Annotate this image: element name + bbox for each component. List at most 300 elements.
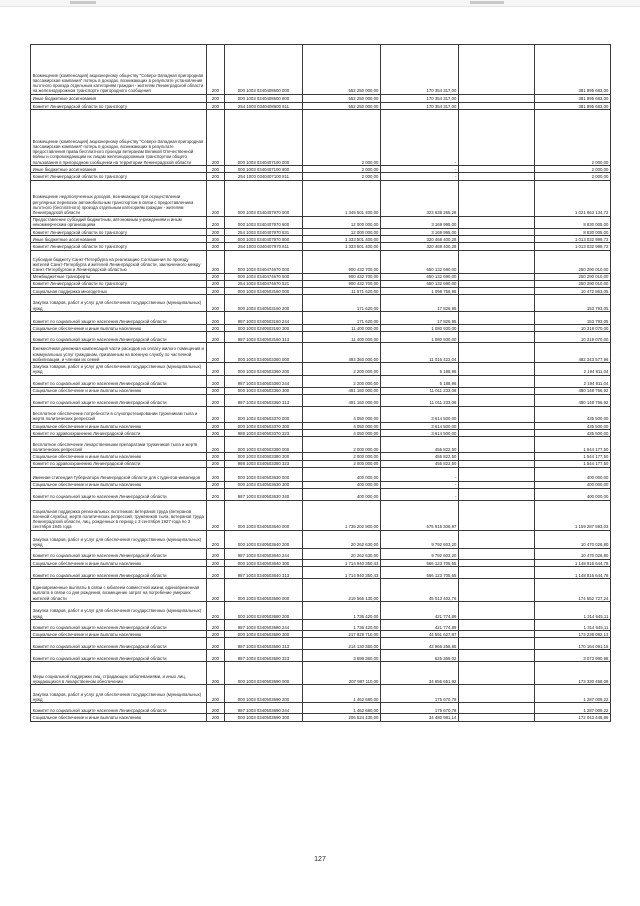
executed-amount: 11 011 233,08 <box>381 395 459 407</box>
line-item-name: Меры социальной поддержки лиц, страдающих заболеваниями, и иных лиц, нуждающихся в лекарственном обеспечении <box>31 662 207 685</box>
executed-amount: 34 656 651,92 <box>381 662 459 685</box>
unexecuted-amount: 400 000,00 <box>535 481 611 488</box>
empty-cell <box>459 714 535 721</box>
classification-code: 000 1003 0340503160 200 <box>225 295 303 312</box>
executed-amount: - <box>381 489 459 501</box>
empty-cell <box>459 437 535 453</box>
classification-code: 000 1003 0340503370 300 <box>225 423 303 430</box>
assigned-amount: 1 462 680,00 <box>303 685 381 703</box>
line-code: 200 <box>207 295 225 312</box>
unexecuted-amount: 2 000,00 <box>535 166 611 173</box>
empty-cell <box>459 650 535 662</box>
line-code: 200 <box>207 343 225 363</box>
table-row <box>31 423 611 430</box>
empty-cell <box>459 560 535 567</box>
empty-cell <box>459 407 535 423</box>
line-code: 200 <box>207 579 225 602</box>
assigned-amount: 2 000 000,00 <box>303 453 381 460</box>
assigned-amount: 400 000,00 <box>303 481 381 488</box>
line-code: 200 <box>207 273 225 280</box>
unexecuted-amount: 2 000,00 <box>535 110 611 166</box>
executed-amount: 650 132 690,00 <box>381 250 459 273</box>
empty-cell <box>459 236 535 243</box>
executed-amount: 175 670,78 <box>381 703 459 714</box>
line-item-name: Комитет по социальной защите населения Ленинградской области <box>31 312 207 325</box>
line-code: 200 <box>207 460 225 467</box>
unexecuted-amount: 3 073 990,98 <box>535 650 611 662</box>
empty-cell <box>459 375 535 387</box>
line-code: 200 <box>207 95 225 103</box>
line-item-name: Комитет по здравоохранению Ленинградской области <box>31 430 207 437</box>
line-item-name: Иные бюджетные ассигнования <box>31 166 207 173</box>
executed-amount: 9 792 603,20 <box>381 549 459 560</box>
line-code: 200 <box>207 467 225 481</box>
table-row <box>31 602 611 620</box>
assigned-amount: 12 000 000,00 <box>303 216 381 228</box>
line-code: 200 <box>207 453 225 460</box>
executed-amount: 45 013 402,76 <box>381 579 459 602</box>
classification-code: 000 1003 0340503640 300 <box>225 560 303 567</box>
line-item-name: Комитет по социальной защите населения Ленинградской области <box>31 567 207 579</box>
assigned-amount: 400 000,00 <box>303 467 381 481</box>
line-code: 200 <box>207 387 225 394</box>
unexecuted-amount: 10 472 863,05 <box>535 288 611 295</box>
line-item-name: Возмещение недополученных доходов, возникающих при осуществлении регулярных перевозок автомобильным транспортом в связи с предоставлением льготного (бесплатного) проезда отдельным категориям граждан - жителям Ленинградской области <box>31 180 207 216</box>
line-item-name: Социальное обеспечение и иные выплаты населению <box>31 560 207 567</box>
empty-cell <box>459 430 535 437</box>
unexecuted-amount: 1 159 287 593,03 <box>535 501 611 531</box>
line-item-name: Социальное обеспечение и иные выплаты населению <box>31 481 207 488</box>
table-row <box>31 489 611 501</box>
assigned-amount: 12 000 000,00 <box>303 229 381 236</box>
table-row <box>31 460 611 467</box>
executed-amount: 5 188,96 <box>381 363 459 375</box>
line-item-name: Предоставление субсидий бюджетным, автономным учреждениям и иным некоммерческим организациям <box>31 216 207 228</box>
empty-cell <box>459 273 535 280</box>
classification-code: 000 1003 0340503380 000 <box>225 437 303 453</box>
line-code: 200 <box>207 549 225 560</box>
classification-code: 987 1003 0340503680 313 <box>225 638 303 650</box>
empty-cell <box>459 549 535 560</box>
line-item-name: Возмещение (компенсация) акционерному обществу "Северо-Западная пригородная пассажирская компания" потерь в доходах, возникающих в результате установления льготного проезда отдельным категориям граждан - жителям Ленинградской области на железнодорожном транспорте пригородного сообщения <box>31 45 207 95</box>
table-row <box>31 45 611 95</box>
line-item-name: Возмещение (компенсация) акционерному обществу "Северо-Западная пригородная пассажирская компания" потерь в доходах, возникающих в результате предоставления права бесплатного проезда ветеранам Великой Отечественной войны и сопровождающим их лицам железнодорожным транспортом общего пользования в пригородном сообщении на территории Ленинградской области <box>31 110 207 166</box>
line-code: 200 <box>207 236 225 243</box>
classification-code: 000 1003 0340503680 000 <box>225 579 303 602</box>
classification-code: 987 1003 0340503640 244 <box>225 549 303 560</box>
unexecuted-amount: 173 330 458,08 <box>535 662 611 685</box>
table-row <box>31 95 611 103</box>
line-item-name: Социальное обеспечение и иные выплаты населению <box>31 453 207 460</box>
classification-code: 000 1003 0340503380 300 <box>225 453 303 460</box>
executed-amount: 3 169 995,00 <box>381 216 459 228</box>
unexecuted-amount: 250 290 010,00 <box>535 250 611 273</box>
executed-amount: 575 915 306,97 <box>381 501 459 531</box>
empty-cell <box>459 110 535 166</box>
executed-amount: 170 354 317,00 <box>381 103 459 110</box>
table-row <box>31 395 611 407</box>
line-code: 200 <box>207 560 225 567</box>
line-code: 200 <box>207 531 225 549</box>
empty-cell <box>459 312 535 325</box>
line-item-name: Межбюджетные трансферты <box>31 273 207 280</box>
line-code: 200 <box>207 229 225 236</box>
line-code: 200 <box>207 325 225 332</box>
empty-cell <box>459 295 535 312</box>
table-row <box>31 531 611 549</box>
classification-code: 000 1003 0340503690 200 <box>225 685 303 703</box>
table-row <box>31 481 611 488</box>
unexecuted-amount: 10 470 026,80 <box>535 549 611 560</box>
line-code: 200 <box>207 430 225 437</box>
classification-code: 000 1003 0340503680 300 <box>225 631 303 638</box>
line-code: 200 <box>207 312 225 325</box>
empty-cell <box>459 180 535 216</box>
executed-amount: 455 822,50 <box>381 437 459 453</box>
unexecuted-amount: 1 148 816 644,78 <box>535 567 611 579</box>
line-item-name: Комитет по социальной защите населения Ленинградской области <box>31 549 207 560</box>
empty-cell <box>459 280 535 287</box>
line-code: 200 <box>207 437 225 453</box>
line-item-name: Закупка товаров, работ и услуг для обеспечения государственных (муниципальных) нужд <box>31 363 207 375</box>
empty-cell <box>459 95 535 103</box>
executed-amount: 43 966 258,85 <box>381 638 459 650</box>
executed-amount: 650 132 690,00 <box>381 280 459 287</box>
assigned-amount: 1 735 202 900,00 <box>303 501 381 531</box>
assigned-amount: 552 250 000,00 <box>303 45 381 95</box>
table-row <box>31 453 611 460</box>
empty-cell <box>459 579 535 602</box>
classification-code: 988 1003 0340503370 323 <box>225 430 303 437</box>
classification-code: 000 1003 0340503370 000 <box>225 407 303 423</box>
assigned-amount: 491 160 000,00 <box>303 395 381 407</box>
assigned-amount: 491 160 000,00 <box>303 387 381 394</box>
table-row <box>31 620 611 631</box>
line-item-name: Комитет Ленинградской области по транспорту <box>31 280 207 287</box>
line-code: 200 <box>207 216 225 228</box>
table-row <box>31 387 611 394</box>
line-item-name: Комитет по социальной защите населения Ленинградской области <box>31 395 207 407</box>
table-row <box>31 236 611 243</box>
executed-amount: 17 826,95 <box>381 312 459 325</box>
empty-cell <box>459 332 535 343</box>
executed-amount: 566 123 705,65 <box>381 567 459 579</box>
assigned-amount: 4 050 000,00 <box>303 423 381 430</box>
line-code: 200 <box>207 489 225 501</box>
line-code: 200 <box>207 250 225 273</box>
executed-amount: - <box>381 173 459 180</box>
assigned-amount: 217 829 710,00 <box>303 631 381 638</box>
table-row <box>31 501 611 531</box>
line-item-name: Единовременные выплаты в связи с юбилеем совместной жизни, единовременная выплата в связи со дня рождения, возмещение затрат на погребение умерших жителей области <box>31 579 207 602</box>
executed-amount: 421 774,89 <box>381 620 459 631</box>
empty-cell <box>459 363 535 375</box>
line-item-name: Комитет Ленинградской области по транспорту <box>31 103 207 110</box>
empty-cell <box>459 481 535 488</box>
table-row <box>31 560 611 567</box>
line-item-name: Закупка товаров, работ и услуг для обеспечения государственных (муниципальных) нужд <box>31 685 207 703</box>
line-item-name: Иные бюджетные ассигнования <box>31 236 207 243</box>
executed-amount: 34 480 981,14 <box>381 714 459 721</box>
unexecuted-amount: 2 194 811,04 <box>535 363 611 375</box>
unexecuted-amount: 1 314 645,11 <box>535 602 611 620</box>
line-code: 200 <box>207 180 225 216</box>
line-code: 200 <box>207 602 225 620</box>
line-code: 200 <box>207 685 225 703</box>
line-item-name: Социальное обеспечение и иные выплаты населению <box>31 714 207 721</box>
executed-amount: - <box>381 481 459 488</box>
unexecuted-amount: 381 895 683,00 <box>535 103 611 110</box>
classification-code: 000 1003 0340503640 200 <box>225 531 303 549</box>
line-item-name: Комитет по социальной защите населения Ленинградской области <box>31 650 207 662</box>
executed-amount: - <box>381 166 459 173</box>
line-item-name: Закупка товаров, работ и услуг для обеспечения государственных (муниципальных) нужд <box>31 295 207 312</box>
line-code: 200 <box>207 332 225 343</box>
empty-cell <box>459 467 535 481</box>
unexecuted-amount: 153 793,05 <box>535 295 611 312</box>
line-code: 200 <box>207 103 225 110</box>
empty-cell <box>459 567 535 579</box>
classification-code: 254 1003 0340408600 811 <box>225 103 303 110</box>
scan-artifact <box>70 1 96 4</box>
assigned-amount: 171 620,00 <box>303 295 381 312</box>
assigned-amount: 3 699 360,00 <box>303 650 381 662</box>
assigned-amount: 214 130 350,00 <box>303 638 381 650</box>
line-code: 200 <box>207 407 225 423</box>
classification-code: 987 1003 0340503160 244 <box>225 312 303 325</box>
assigned-amount: 2 000,00 <box>303 166 381 173</box>
table-row <box>31 229 611 236</box>
empty-cell <box>459 501 535 531</box>
unexecuted-amount: 8 830 005,00 <box>535 216 611 228</box>
assigned-amount: 2 000 000,00 <box>303 437 381 453</box>
table-row <box>31 103 611 110</box>
classification-code: 988 1003 0340503380 323 <box>225 460 303 467</box>
unexecuted-amount: 250 290 010,00 <box>535 280 611 287</box>
classification-code: 254 1003 0340407970 811 <box>225 243 303 250</box>
table-row <box>31 110 611 166</box>
table-row <box>31 430 611 437</box>
line-code: 200 <box>207 280 225 287</box>
classification-code: 987 1003 0340503160 313 <box>225 332 303 343</box>
table-row <box>31 375 611 387</box>
unexecuted-amount: 400 000,00 <box>535 489 611 501</box>
unexecuted-amount: 1 148 816 644,78 <box>535 560 611 567</box>
line-item-name: Иные бюджетные ассигнования <box>31 95 207 103</box>
assigned-amount: 1 333 501 400,00 <box>303 243 381 250</box>
unexecuted-amount: 170 164 091,15 <box>535 638 611 650</box>
assigned-amount: 11 400 000,00 <box>303 325 381 332</box>
classification-code: 254 1003 0340474670 521 <box>225 280 303 287</box>
unexecuted-amount: 400 000,00 <box>535 467 611 481</box>
classification-code: 000 1003 0340503630 000 <box>225 467 303 481</box>
classification-code: 987 1003 0340503630 340 <box>225 489 303 501</box>
line-item-name: Комитет Ленинградской области по транспорту <box>31 243 207 250</box>
classification-code: 254 1003 0340407970 631 <box>225 229 303 236</box>
line-code: 200 <box>207 375 225 387</box>
line-code: 200 <box>207 110 225 166</box>
executed-amount: 1 098 756,95 <box>381 288 459 295</box>
assigned-amount: 493 360 000,00 <box>303 343 381 363</box>
classification-code: 987 1003 0340503680 323 <box>225 650 303 662</box>
unexecuted-amount: 435 500,00 <box>535 423 611 430</box>
table-row <box>31 250 611 273</box>
line-item-name: Комитет по социальной защите населения Ленинградской области <box>31 638 207 650</box>
unexecuted-amount: 480 148 766,92 <box>535 387 611 394</box>
executed-amount: 3 614 500,00 <box>381 407 459 423</box>
assigned-amount: 2 000 000,00 <box>303 460 381 467</box>
assigned-amount: 171 620,00 <box>303 312 381 325</box>
empty-cell <box>459 453 535 460</box>
assigned-amount: 4 050 000,00 <box>303 407 381 423</box>
empty-cell <box>459 489 535 501</box>
empty-cell <box>459 288 535 295</box>
line-item-name: Бесплатное обеспечение лекарственными препаратами тружеников тыла и жертв политических репрессий <box>31 437 207 453</box>
line-code: 200 <box>207 714 225 721</box>
assigned-amount: 1 345 501 400,00 <box>303 180 381 216</box>
classification-code: 987 1003 0340503360 244 <box>225 375 303 387</box>
line-item-name: Комитет Ленинградской области по транспорту <box>31 173 207 180</box>
executed-amount: 3 169 995,00 <box>381 229 459 236</box>
executed-amount: 170 354 317,00 <box>381 95 459 103</box>
unexecuted-amount: 10 470 026,80 <box>535 531 611 549</box>
empty-cell <box>459 229 535 236</box>
assigned-amount: 900 432 700,00 <box>303 280 381 287</box>
assigned-amount: 400 000,00 <box>303 489 381 501</box>
executed-amount: 455 822,50 <box>381 460 459 467</box>
executed-amount: 1 080 930,00 <box>381 325 459 332</box>
line-code: 200 <box>207 703 225 714</box>
classification-code: 000 1003 0340474670 500 <box>225 273 303 280</box>
executed-amount: 625 369,02 <box>381 650 459 662</box>
line-code: 200 <box>207 638 225 650</box>
executed-amount: 17 826,95 <box>381 295 459 312</box>
empty-cell <box>459 103 535 110</box>
line-item-name: Комитет по социальной защите населения Ленинградской области <box>31 332 207 343</box>
table-row <box>31 295 611 312</box>
assigned-amount: 900 432 700,00 <box>303 250 381 273</box>
empty-cell <box>459 166 535 173</box>
empty-cell <box>459 243 535 250</box>
unexecuted-amount: 10 319 070,00 <box>535 325 611 332</box>
table-row <box>31 467 611 481</box>
empty-cell <box>459 216 535 228</box>
line-code: 200 <box>207 631 225 638</box>
classification-code: 000 1003 0340407970 000 <box>225 180 303 216</box>
empty-cell <box>459 638 535 650</box>
unexecuted-amount: 1 544 177,50 <box>535 437 611 453</box>
empty-cell <box>459 387 535 394</box>
executed-amount: 44 591 627,87 <box>381 631 459 638</box>
table-row <box>31 650 611 662</box>
classification-code: 987 1003 0340503360 313 <box>225 395 303 407</box>
unexecuted-amount: 1 013 032 999,72 <box>535 236 611 243</box>
table-row <box>31 662 611 685</box>
table-row <box>31 703 611 714</box>
unexecuted-amount: 1 287 009,22 <box>535 685 611 703</box>
unexecuted-amount: 482 343 577,96 <box>535 343 611 363</box>
line-code: 200 <box>207 173 225 180</box>
table-row <box>31 714 611 721</box>
empty-cell <box>459 685 535 703</box>
line-item-name: Комитет по социальной защите населения Ленинградской области <box>31 489 207 501</box>
table-row <box>31 180 611 216</box>
line-item-name: Социальная поддержка региональных льготников: ветеранов труда (ветеранов военной службы), жертв политических репрессий, тружеников тыла, ветеранов труда Ленинградской области, лиц, рожденных в период с 3 сентября 1927 года по 3 сентября 1945 года <box>31 501 207 531</box>
classification-code: 987 1003 0340503640 313 <box>225 567 303 579</box>
classification-code: 000 1003 0340407970 800 <box>225 236 303 243</box>
unexecuted-amount: 435 500,00 <box>535 430 611 437</box>
unexecuted-amount: 1 314 645,11 <box>535 620 611 631</box>
table-row <box>31 407 611 423</box>
assigned-amount: 4 050 000,00 <box>303 430 381 437</box>
table-row <box>31 363 611 375</box>
budget-execution-table <box>30 44 611 722</box>
unexecuted-amount: 2 000,00 <box>535 173 611 180</box>
assigned-amount: 2 200 000,00 <box>303 375 381 387</box>
unexecuted-amount: 2 194 811,04 <box>535 375 611 387</box>
assigned-amount: 2 000,00 <box>303 110 381 166</box>
empty-cell <box>459 423 535 430</box>
line-code: 200 <box>207 243 225 250</box>
executed-amount: 320 468 400,28 <box>381 236 459 243</box>
line-item-name: Субсидия бюджету Санкт-Петербурга на реализацию Соглашения по проезду жителей Санкт-Петербурга и жителей Ленинградской области, заключенного между Санкт-Петербургом и Ленинградской областью <box>31 250 207 273</box>
executed-amount: 11 011 233,08 <box>381 387 459 394</box>
line-code: 200 <box>207 288 225 295</box>
table-row <box>31 312 611 325</box>
empty-cell <box>459 250 535 273</box>
table-row <box>31 631 611 638</box>
executed-amount: 3 614 500,00 <box>381 423 459 430</box>
line-item-name: Закупка товаров, работ и услуг для обеспечения государственных (муниципальных) нужд <box>31 531 207 549</box>
empty-cell <box>459 395 535 407</box>
classification-code: 000 1003 0340408600 000 <box>225 45 303 95</box>
empty-cell <box>459 325 535 332</box>
unexecuted-amount: 173 238 082,13 <box>535 631 611 638</box>
executed-amount: 650 132 690,00 <box>381 273 459 280</box>
executed-amount: 3 614 500,00 <box>381 430 459 437</box>
line-item-name: Комитет по социальной защите населения Ленинградской области <box>31 620 207 631</box>
empty-cell <box>459 343 535 363</box>
line-item-name: Социальное обеспечение и иные выплаты населению <box>31 631 207 638</box>
line-item-name: Закупка товаров, работ и услуг для обеспечения государственных (муниципальных) нужд <box>31 602 207 620</box>
unexecuted-amount: 172 043 448,86 <box>535 714 611 721</box>
line-item-name: Комитет Ленинградской области по транспорту <box>31 229 207 236</box>
unexecuted-amount: 480 148 766,92 <box>535 395 611 407</box>
line-code: 200 <box>207 423 225 430</box>
line-item-name: Комитет по социальной защите населения Ленинградской области <box>31 375 207 387</box>
table-row <box>31 216 611 228</box>
executed-amount: - <box>381 467 459 481</box>
classification-code: 000 1003 0340503630 300 <box>225 481 303 488</box>
empty-cell <box>459 703 535 714</box>
classification-code: 000 1003 0340407100 800 <box>225 166 303 173</box>
scan-artifact <box>470 1 504 4</box>
line-item-name: Комитет по здравоохранению Ленинградской области <box>31 460 207 467</box>
assigned-amount: 1 333 501 400,00 <box>303 236 381 243</box>
assigned-amount: 1 714 940 350,43 <box>303 560 381 567</box>
classification-code: 000 1003 0340503360 000 <box>225 343 303 363</box>
table-body <box>31 45 611 722</box>
unexecuted-amount: 1 021 863 134,72 <box>535 180 611 216</box>
classification-code: 000 1003 0340503690 300 <box>225 714 303 721</box>
assigned-amount: 2 200 000,00 <box>303 363 381 375</box>
line-item-name: Бесплатное обеспечение потребности в слухопротезировании труженикам тыла и жертв политических репрессий <box>31 407 207 423</box>
empty-cell <box>459 631 535 638</box>
classification-code: 000 1003 0340503640 000 <box>225 501 303 531</box>
empty-cell <box>459 662 535 685</box>
classification-code: 254 1003 0340407100 811 <box>225 173 303 180</box>
line-code: 200 <box>207 567 225 579</box>
